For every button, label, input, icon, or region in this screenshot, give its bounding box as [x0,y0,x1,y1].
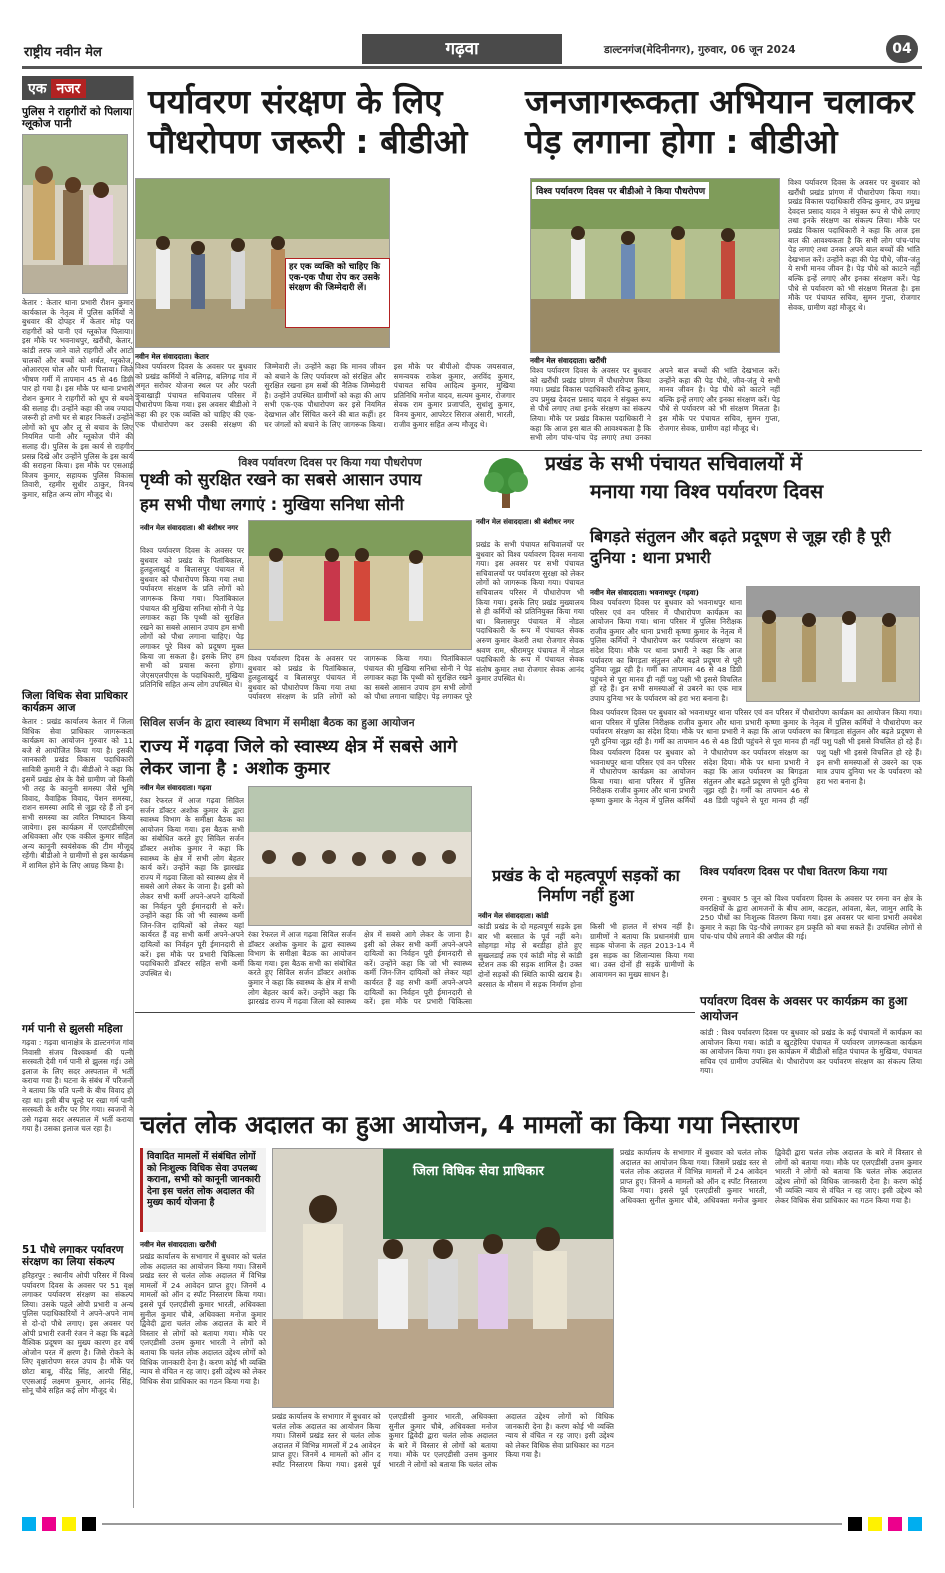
tree-icon [476,452,536,512]
story8-headline: विश्व पर्यावरण दिवस पर पौधा वितरण किया गया [700,866,888,878]
story4-headline-l2: मनाया गया विश्व पर्यावरण दिवस [590,480,824,503]
story1-body-right [398,178,516,358]
police-photo [23,135,128,294]
police-plantation-photo [747,587,920,702]
story5-byline: नवीन मेल संवाददाता। भवनाथपुर (गढ़वा) [590,588,699,597]
pullquote-text: विवादित मामलों में संबंधित लोगों को निःशुल्क विधिक सेवा उपलब्ध कराना, सभी को कानूनी जानकारी देना इस चलंत लोक अदालत की मुख्य कार्य योजना है [147,1151,261,1208]
ek-nazar-label [22,76,133,100]
story10-byline: नवीन मेल संवाददाता। खरौंधी [140,1240,217,1249]
story6-photo [248,786,472,926]
story2-photo [530,178,780,353]
story9-headline: पर्यावरण दिवस के अवसर पर कार्यक्रम का हुआ आयोजन [700,994,908,1023]
story9-body: कांडी : विश्व पर्यावरण दिवस पर बुधवार को प्रखंड के कई पंचायतों में कार्यक्रम का आयोजन किया गया। कांडी व खुटहेरिया पंचायत में पर्यावरण जागरूकता कार्यक्रम का आयोजन किया गया। इस कार्यक्रम में बीडीओ सहित पंचायत के मुखिया, पंचायत सचिव एवं ग्रामीण उपस्थित थे। पौधारोपण कर पर्यावरण संरक्षण का संकल्प लिया गया। [700,1028,922,1076]
divider-2 [135,1012,695,1013]
story3-kicker: विश्व पर्यावरण दिवस पर किया गया पौधरोपण [238,456,422,469]
divider-1 [135,450,922,451]
sidebar-item1-photo [22,134,128,294]
yellow-swatch-r [868,1517,882,1531]
story5-headline: बिगड़ते संतुलन और बढ़ते प्रदूषण से जूझ रही है पूरी दुनिया : थाना प्रभारी [590,527,891,567]
yellow-swatch [62,1517,76,1531]
story5-photo [746,586,920,702]
story10-body: प्रखंड कार्यालय के सभागार में बुधवार को चलंत लोक अदालत का आयोजन किया गया। जिसमें प्रखंड स्तर से चलंत लोक अदालत में विभिन्न मामलों में 24 आवेदन प्राप्त हुए। जिनमें 4 मामलों को ऑन द स्पॉट निस्तारण किया गया। इससे पूर्व एलएडीसी कुमार भारती, अधिवक्ता सुनील कुमार चौबे, अधिवक्ता मनोज कुमार द्विवेदी द्वारा चलंत लोक अदालत के बारे में विस्तार से लोगों को बताया गया। मौके पर एलएडीसी उत्तम कुमार भारती ने लोगों को बताया कि चलंत लोक अदालत उद्देश्य लोगों को विधिक जानकारी देना है। करण कोई भी व्यक्ति न्याय से वंचित न रह जाए। इसी उद्देश्य को लेकर विधिक सेवा प्राधिकार का गठन किया गया है। [140,1252,266,1386]
plantation-photo-kharaundhi [531,179,780,353]
story6-headline: राज्य में गढ़वा जिले को स्वास्थ्य क्षेत्र में सबसे आगे लेकर जाना है : अशोक कुमार [140,737,457,779]
story3-body-b: विश्व पर्यावरण दिवस के अवसर पर बुधवार को प्रखंड के पितांबिकाल, हुलहुलाखुर्द व बिलासपुर पंचायत में बुधवार को पौधारोपण किया गया तथा पर्यावरण संरक्षण के प्रति लोगों को जागरूक किया गया। पितांबिकाल पंचायत की मुखिया सनिधा सोनी ने पेड़ लगाकर कहा कि पृथ्वी को सुरक्षित रखने का सबसे आसान उपाय हम सभी लोगों को पौधा लगाना चाहिए। पेड़ लगाकर पूरे [248,654,472,702]
health-meeting-photo [249,787,472,926]
story1-headline: पर्यावरण संरक्षण के लिए पौधरोपण जरूरी : बीडीओ [148,82,468,161]
story5-body-b: विश्व पर्यावरण दिवस पर बुधवार को भवनाथपुर थाना परिसर एवं वन परिसर में पौधारोपण कार्यक्रम का आयोजन किया गया। थाना परिसर में पुलिस निरीक्षक राजीव कुमार और थाना प्रभारी कृष्णा कुमार के नेतृत्व में पुलिस कर्मियों ने पौधारोपण कर पर्यावरण संरक्षण का संदेश दिया। मौके पर थाना प्रभारी ने कहा कि आज पर्यावरण का बिगड़ता संतुलन और बढ़ते प्रदूषण से पूरी दुनिया जूझ रही है। गर्मी का तापमान 46 से 48 डिग्री पहुंचने से पूरा मानव ही नहीं पशु पक्षी भी इससे विचलित हो रहे हैं। [590,708,922,746]
sidebar-item1-body: केतार : केतार थाना प्रभारी रौशन कुमार कार्यकाल के नेतृत्व में पुलिस कर्मियों ने बुधवार की दोपहर में केतार मोड़ पर राहगीरों को पानी एवं ग्लूकोज पिलाया। इस मौके पर भवनाथपुर, खरौंधी, केतार, कांडी तरफ जाने वाले राहगीरों और आटो चालकों और बच्चों को शर्बत, ग्लूकोज, ओआरएस घोल और पानी पिलाया। जिले भीषण गर्मी में तापमान 45 से 46 डिग्री पार हो गया है। इस मौके पर थाना प्रभारी रोशन कुमार ने राहगीरों को धूप से बचने की सलाह दी। उन्होंने कहा की जब ज्यादा जरूरी हो तभी घर से बाहर निकलें। उन्होंने लोगों को धूप और लू से बचाव के लिए नियमित पानी और ग्लूकोज पीने की सलाह दी। पुलिस के इस कार्य से राहगीर प्रसन्न दिखे और उन्होंने पुलिस के इस कार्य की सराहना किया। इस मौके पर एसआई विजय कुमार, सहायक पुलिस विकास तिवारी, रहमीर सुधीर ठाकुर, विनय कुमार, सहित अन्य लोग मौजूद थे। [22,298,133,499]
story1-byline: नवीन मेल संवाददाता। केतार [135,352,209,361]
story7-byline: नवीन मेल संवाददाता। कांडी [478,912,549,920]
photo-banner-text: जिला विधिक सेवा प्राधिकार [413,1164,544,1179]
magenta-swatch [42,1517,56,1531]
story7-body: कांडी प्रखंड के दो महत्वपूर्ण सड़के इस बार भी बरसात के पूर्व नहीं बने। सोहगड़ा मोड़ से बरडीहा होते हुए सुखलडाई तक एवं कांडी मोड़ से कांडी स्टेशन तक की सड़क शामिल है। उक्त दोनों सड़कों की स्थिति काफी खराब है। बरसात के मौसम में सड़क निर्माण होना किसी भी हालत में संभव नहीं है। ग्रामीणों ने बताया कि प्रधानमंत्री ग्राम सड़क योजना के तहत 2013-14 में इस सड़क का शिलान्यास किया गया था। उक्त दोनों ही सड़कें ग्रामीणों के आवागमन का मुख्य साधन है। [478,922,694,989]
story2-headline: जनजागरूकता अभियान चलाकर पेड़ लगाना होगा : बीडीओ [525,82,915,161]
label-nazar: नजर [51,79,87,98]
story10-headline: चलंत लोक अदालत का हुआ आयोजन, 4 मामलों का किया गया निस्तारण [140,1110,799,1139]
caption-text: हर एक व्यक्ति को चाहिए कि एक-एक पौधा रोप कर उसके संरक्षण की जिम्मेदारी लें। [289,262,380,293]
mukhiya-plantation-photo [249,521,472,650]
story3-headline-l1: पृथ्वी को सुरक्षित रखने का सबसे आसान उपाय [140,470,422,489]
story5-body-c: विश्व पर्यावरण दिवस पर बुधवार को भवनाथपुर थाना परिसर एवं वन परिसर में पौधारोपण कार्यक्रम का आयोजन किया गया। थाना परिसर में पुलिस निरीक्षक राजीव कुमार और थाना प्रभारी कृष्णा कुमार के नेतृत्व में पुलिस कर्मियों ने पौधारोपण कर पर्यावरण संरक्षण का संदेश दिया। मौके पर थाना प्रभारी ने कहा कि आज पर्यावरण का बिगड़ता संतुलन और बढ़ते प्रदूषण से पूरी दुनिया जूझ रही है। गर्मी का तापमान 46 से 48 डिग्री पहुंचने से पूरा मानव ही नहीं पशु पक्षी भी इससे विचलित हो रहे हैं। इन सभी समस्याओं से उबरने का एक मात्र उपाय दुनिया भर के पर्यावरण को हरा भरा बनाना है। [590,748,922,805]
cyan-swatch-r [908,1517,922,1531]
sidebar-item2-body: केतार : प्रखंड कार्यालय केतार में जिला विधिक सेवा प्राधिकार जागरूकता कार्यक्रम का आयोजन गुरुवार को 11 बजे से आयोजित किया गया है। इसकी जानकारी प्रखंड विकास पदाधिकारी सावित्री कुमारी ने दी। बीडीओ ने कहा कि इसमें प्रखंड क्षेत्र के वैसे ग्रामीण जो किसी भी तरह के कानूनी समस्या जैसे भूमि विवाद, वैवाहिक विवाद, पेंशन समस्या, राशन समस्या आदि से जूझ रहे हैं तो इन सभी समस्या का त्वरित निष्पादन किया जायेगा। इस कार्यक्रम में एलएडीसीएस अधिवक्ता और एक वकील कुमार सहित अन्य कानूनी स्वयंसेवक की टीम मौजूद रहेंगी। बीडीओ ने ग्रामीणों से इस कार्यक्रम में शामिल होने के लिए आग्रह किया है। [22,717,133,870]
story7-headline: प्रखंड के दो महत्वपूर्ण सड़कों का निर्माण नहीं हुआ [492,866,680,905]
story4-headline-l1: प्रखंड के सभी पंचायत सचिवालयों में [545,452,803,475]
sidebar-item3-headline: गर्म पानी से झुलसी महिला [22,1023,123,1035]
story3-body: विश्व पर्यावरण दिवस के अवसर पर बुधवार को प्रखंड के पितांबिकाल, हुलहुलाखुर्द व बिलासपुर पंचायत में बुधवार को पौधारोपण किया गया तथा पर्यावरण संरक्षण के प्रति लोगों को जागरूक किया गया। पितांबिकाल पंचायत की मुखिया सनिधा सोनी ने पेड़ लगाकर कहा कि पृथ्वी को सुरक्षित रखने का सबसे आसान उपाय हम सभी लोगों को पौधा लगाना चाहिए। पेड़ लगाकर पूरे विश्व को प्रदूषण मुक्त किया जा सकता है। इसके लिए हम सभी को प्रयास करना होगा। जेएसएलपीएस के पदाधिकारी, मुखिया प्रतिनिधि सहित अन्य लोग उपस्थित थे। [140,546,244,690]
masthead-rule [22,66,922,69]
story6-body-b: रंका रेफरल में आज गढ़वा सिविल सर्जन डॉक्टर अशोक कुमार के द्वारा स्वास्थ्य विभाग के समीक्षा बैठक का आयोजन किया गया। इस बैठक सभी का संबोधित करते हुए सिविल सर्जन डॉक्टर अशोक कुमार ने कहा कि स्वास्थ्य के क्षेत्र में सभी लोग बेहतर कार्य करें। उन्होंने कहा कि झारखंड राज्य में गढ़वा जिला को स्वास्थ्य क्षेत्र में सबसे आगे लेकर के जाना है। इसी को लेकर सभी कर्मी अपने-अपने दायित्वों का निर्वहन पूरी ईमानदारी से करें। उन्होंने कहा कि जो भी स्वास्थ्य कर्मी जिन-जिन दायित्वों को लेकर यहां कार्यरत हैं वह सभी कर्मी अपने-अपने दायित्वों का निर्वहन पूरी ईमानदारी से करें। इस मौके पर प्रभारी चिकित्सा [248,930,472,1007]
section-title: गढ़वा [445,39,479,59]
sidebar-item1-headline: पुलिस ने राहगीरों को पिलाया ग्लूकोज पानी [22,106,132,130]
story6-kicker: सिविल सर्जन के द्वारा स्वास्थ्य विभाग में समीक्षा बैठक का हुआ आयोजन [140,717,415,729]
story1-body: विश्व पर्यावरण दिवस के अवसर पर बुधवार को प्रखंड कर्मियों ने बलिगढ़, बलिगढ़ गांव में अमृत सरोवर योजना स्थल पर और परती कुवाखाड़ी पंचायत सचिवालय परिसर में पौधारोपण किया गया। इस अवसर बीडीओ ने कहा की हर एक व्यक्ति को चाहिए की एक-एक पौधारोपण कर उसकी संरक्षण की जिम्मेवारी लें। उन्होंने कहा कि मानव जीवन को बचाने के लिए पर्यावरण को संरक्षित और सुरक्षित रखना हम सबों की नैतिक जिम्मेदारी है। उन्होंने उपस्थित ग्रामीणों को कहा की आप सभी एक-एक पौधारोपण कर इसे नियमित देखभाल और सिंचित करने की बात कहीं। हर घर जंगलों को बचाने के लिए जागरूक किया। इस मौके पर बीपीओ दीपक जयसवाल, समन्वयक राकेश कुमार, अरविंद कुमार, पंचायत सचिव आदित्य कुमार, मुखिया प्रतिनिधि मनोज यादव, सत्यम कुमार, रोजगार सेवक राम कुमार प्रजापति, सुधांशु कुमार, विनय कुमार, आपरेटर सिराज अंसारी, भारती, राजीव कुमार सहित अन्य मौजूद थे। [135,362,515,429]
black-swatch [82,1517,96,1531]
story10-body-b: प्रखंड कार्यालय के सभागार में बुधवार को चलंत लोक अदालत का आयोजन किया गया। जिसमें प्रखंड स्तर से चलंत लोक अदालत में विभिन्न मामलों में 24 आवेदन प्राप्त हुए। जिनमें 4 मामलों को ऑन द स्पॉट निस्तारण किया गया। इससे पूर्व एलएडीसी कुमार भारती, अधिवक्ता सुनील कुमार चौबे, अधिवक्ता मनोज कुमार द्विवेदी द्वारा चलंत लोक अदालत के बारे में विस्तार से लोगों को बताया गया। मौके पर एलएडीसी उत्तम कुमार भारती ने लोगों को बताया कि चलंत लोक अदालत उद्देश्य लोगों को विधिक जानकारी देना है। करण कोई भी व्यक्ति न्याय से वंचित न रह जाए। इसी उद्देश्य को लेकर विधिक सेवा प्राधिकार का गठन किया गया है। [272,1412,614,1469]
story10-pullquote [140,1148,266,1232]
story5-body: विश्व पर्यावरण दिवस पर बुधवार को भवनाथपुर थाना परिसर एवं वन परिसर में पौधारोपण कार्यक्रम का आयोजन किया गया। थाना परिसर में पुलिस निरीक्षक राजीव कुमार और थाना प्रभारी कृष्णा कुमार के नेतृत्व में पुलिस कर्मियों ने पौधारोपण कर पर्यावरण संरक्षण का संदेश दिया। मौके पर थाना प्रभारी ने कहा कि आज पर्यावरण का बिगड़ता संतुलन और बढ़ते प्रदूषण से पूरी दुनिया जूझ रही है। गर्मी का तापमान 46 से 48 डिग्री पहुंचने से पूरा मानव ही नहीं पशु पक्षी भी इससे विचलित हो रहे हैं। इन सभी समस्याओं से उबरने का एक मात्र उपाय दुनिया भर के पर्यावरण को हरा भरा बनाना है। [590,598,742,703]
cyan-swatch [22,1517,36,1531]
story3-headline-l2: हम सभी पौधा लगाएं : मुखिया सनिधा सोनी [140,495,404,514]
story8-body: रमना : बुधवार 5 जून को विश्व पर्यावरण दिवस के अवसर पर रमना वन क्षेत्र के वनरक्षियों के द्वारा आमजनों के बीच आम, कटहल, आंवला, बेल, जामुन आदि के 250 पौधों का निःशुल्क वितरण किया गया। इस अवसर पर थाना प्रभारी अवधेश कुमार ने कहा कि पेड़-पौधे लगाकर हम प्रकृति को बचा सकते हैं। उपस्थित लोगों से पांच-पांच पौधे लगाने की अपील की गई। [700,894,922,942]
story2-photo-caption: विश्व पर्यावरण दिवस पर बीडीओ ने किया पौधरोपण [532,182,709,199]
section-banner [362,34,562,64]
story6-body: रंका रेफरल में आज गढ़वा सिविल सर्जन डॉक्टर अशोक कुमार के द्वारा स्वास्थ्य विभाग के समीक्षा बैठक का आयोजन किया गया। इस बैठक सभी का संबोधित करते हुए सिविल सर्जन डॉक्टर अशोक कुमार ने कहा कि स्वास्थ्य के क्षेत्र में सभी लोग बेहतर कार्य करें। उन्होंने कहा कि झारखंड राज्य में गढ़वा जिला को स्वास्थ्य क्षेत्र में सबसे आगे लेकर के जाना है। इसी को लेकर सभी कर्मी अपने-अपने दायित्वों का निर्वहन पूरी ईमानदारी से करें। उन्होंने कहा कि जो भी स्वास्थ्य कर्मी जिन-जिन दायित्वों को लेकर यहां कार्यरत हैं वह सभी कर्मी अपने-अपने दायित्वों का निर्वहन पूरी ईमानदारी से करें। इस मौके पर प्रभारी चिकित्सा पदाधिकारी डॉक्टर सहित सभी कर्मी उपस्थित थे। [140,796,244,978]
label-ek: एक [28,80,47,97]
black-swatch-r [848,1517,862,1531]
story2-byline: नवीन मेल संवाददाता। खरौंधी [530,356,607,365]
lok-adalat-photo [273,1149,614,1408]
story3-photo [248,520,472,650]
footer-registration-strip [22,1516,922,1532]
story2-body: विश्व पर्यावरण दिवस के अवसर पर बुधवार को खरौंधी प्रखंड प्रांगण में पौधारोपण किया गया। प्रखंड विकास पदाधिकारी रविन्द्र कुमार, उप प्रमुख देवदत्त प्रसाद यादव ने संयुक्त रूप से पौधे लगाए तथा इनके संरक्षण का संकल्प लिया। मौके पर प्रखंड विकास पदाधिकारी ने कहा कि आज इस बात की आवश्यकता है कि सभी लोग पांच-पांच पेड़ लगाएं तथा उनका अपने बाल बच्चों की भांति देखभाल करें। उन्होंने कहा की पेड़ पौधे, जीव-जंतु ये सभी मानव जीवन है। पेड़ पौधे को काटने नहीं बल्कि इन्हें लगाएं और इनका संरक्षण करें। पेड़ पौधे से पर्यावरण को भी संरक्षण मिलता है। इस मौके पर पंचायत सचिव, सुमन गुप्ता, रोजगार सेवक, ग्रामीण वहां मौजूद थे। [530,366,780,443]
story2-body-right: विश्व पर्यावरण दिवस के अवसर पर बुधवार को खरौंधी प्रखंड प्रांगण में पौधारोपण किया गया। प्रखंड विकास पदाधिकारी रविन्द्र कुमार, उप प्रमुख देवदत्त प्रसाद यादव ने संयुक्त रूप से पौधे लगाए तथा इनके संरक्षण का संकल्प लिया। मौके पर प्रखंड विकास पदाधिकारी ने कहा कि आज इस बात की आवश्यकता है कि सभी लोग पांच-पांच पेड़ लगाएं तथा उनका अपने बाल बच्चों की भांति देखभाल करें। उन्होंने कहा की पेड़ पौधे, जीव-जंतु ये सभी मानव जीवन है। पेड़ पौधे को काटने नहीं बल्कि इन्हें लगाएं और इनका संरक्षण करें। पेड़ पौधे से पर्यावरण को भी संरक्षण मिलता है। इस मौके पर पंचायत सचिव, सुमन गुप्ता, रोजगार सेवक, ग्रामीण वहां मौजूद थे। [788,178,920,312]
footer-line [102,1523,842,1525]
page-number: 04 [886,35,918,63]
story10-photo [272,1148,614,1408]
story6-byline: नवीन मेल संवाददाता। गढ़वा [140,784,212,792]
sidebar-item2-headline: जिला विधिक सेवा प्राधिकार कार्यक्रम आज [22,690,128,714]
story10-body-c: प्रखंड कार्यालय के सभागार में बुधवार को चलंत लोक अदालत का आयोजन किया गया। जिसमें प्रखंड स्तर से चलंत लोक अदालत में विभिन्न मामलों में 24 आवेदन प्राप्त हुए। जिनमें 4 मामलों को ऑन द स्पॉट निस्तारण किया गया। इससे पूर्व एलएडीसी कुमार भारती, अधिवक्ता सुनील कुमार चौबे, अधिवक्ता मनोज कुमार द्विवेदी द्वारा चलंत लोक अदालत के बारे में विस्तार से लोगों को बताया गया। मौके पर एलएडीसी उत्तम कुमार भारती ने लोगों को बताया कि चलंत लोक अदालत उद्देश्य लोगों को विधिक जानकारी देना है। करण कोई भी व्यक्ति न्याय से वंचित न रह जाए। इसी उद्देश्य को लेकर विधिक सेवा प्राधिकार का गठन किया गया है। [620,1148,922,1205]
sidebar-item3-body: गढ़वा : गढ़वा थानाक्षेत्र के डाल्टनगंज गांव निवासी संजय विश्वकर्मा की पत्नी सरस्वती देवी गर्म पानी से झुलस गई। उसे इलाज के लिए सदर अस्पताल में भर्ती कराया गया है। घटना के संबंध में परिजनों ने बताया कि पति पत्नी के बीच विवाद हो रहा था। इसी बीच चूल्हे पर रखा गर्म पानी सरस्वती के शरीर पर गिर गया। स्वजनों ने उसे गढ़वा सदर अस्पताल में भर्ती कराया गया है। उसका इलाज चल रहा है। [22,1038,133,1134]
magenta-swatch-r [888,1517,902,1531]
paper-name: राष्ट्रीय नवीन मेल [24,45,102,60]
sidebar-item4-headline: 51 पौधे लगाकर पर्यावरण संरक्षण का लिया संकल्प [22,1244,124,1268]
story4-body: प्रखंड के सभी पंचायत सचिवालयों पर बुधवार को विश्व पर्यावरण दिवस मनाया गया। इस अवसर पर सभी पंचायत सचिवालयों पर पर्यावरण सुरक्षा को लेकर लोगों को जागरूक किया गया। पंचायत सचिवालय परिसर में पौधारोपण भी किया गया। इसके लिए प्रखंड मुख्यालय से ही कर्मियों को प्रतिनियुक्त किया गया था। बिलासपुर पंचायत में नोडल पदाधिकारी के रूप में पंचायत सेवक अरुण कुमार केशरी तथा रोजगार सेवक श्रवण राम, श्रीरामपुर पंचायत में नोडल पदाधिकारी के रूप में पंचायत सेवक संतोष कुमार तथा रोजगार सेवक आनंद कुमार उपस्थित थे। [476,540,584,684]
sidebar [22,76,134,1508]
dateline: डाल्टनगंज(मेदिनीनगर), गुरुवार, 06 जून 2024 [604,44,796,56]
masthead [22,34,922,64]
story3-byline: नवीन मेल संवाददाता। श्री बंशीधर नगर [140,524,238,532]
story1-photo-caption [285,258,390,328]
sidebar-item4-body: हरिहरपुर : स्थानीय ओपी परिसर में विश्व पर्यावरण दिवस के अवसर पर 51 वृक्ष लगाकर पर्यावरण संरक्षण का संकल्प लिया। उसके पहले ओपी प्रभारी व अन्य पुलिस पदाधिकारियों ने अपने-अपने नाम से दो-दो पौधे लगाए। इस अवसर पर ओपी प्रभारी रजनी रंजन ने कहा कि बढ़ते वैश्विक प्रदूषण का मुख्य कारण हर वर्ष ओजोन परत में क्षरण है। जिसे रोकने के लिए वृक्षारोपण सरल उपाय है। मौके पर छोटा बाबू, वीरेंद्र सिंह, आरपी सिंह, एएसआई लक्ष्मण कुमार, आनंद सिंह, सोनू चौबे सहित कई लोग मौजूद थे। [22,1271,133,1396]
story4-byline: नवीन मेल संवाददाता। श्री बंशीधर नगर [476,518,574,526]
